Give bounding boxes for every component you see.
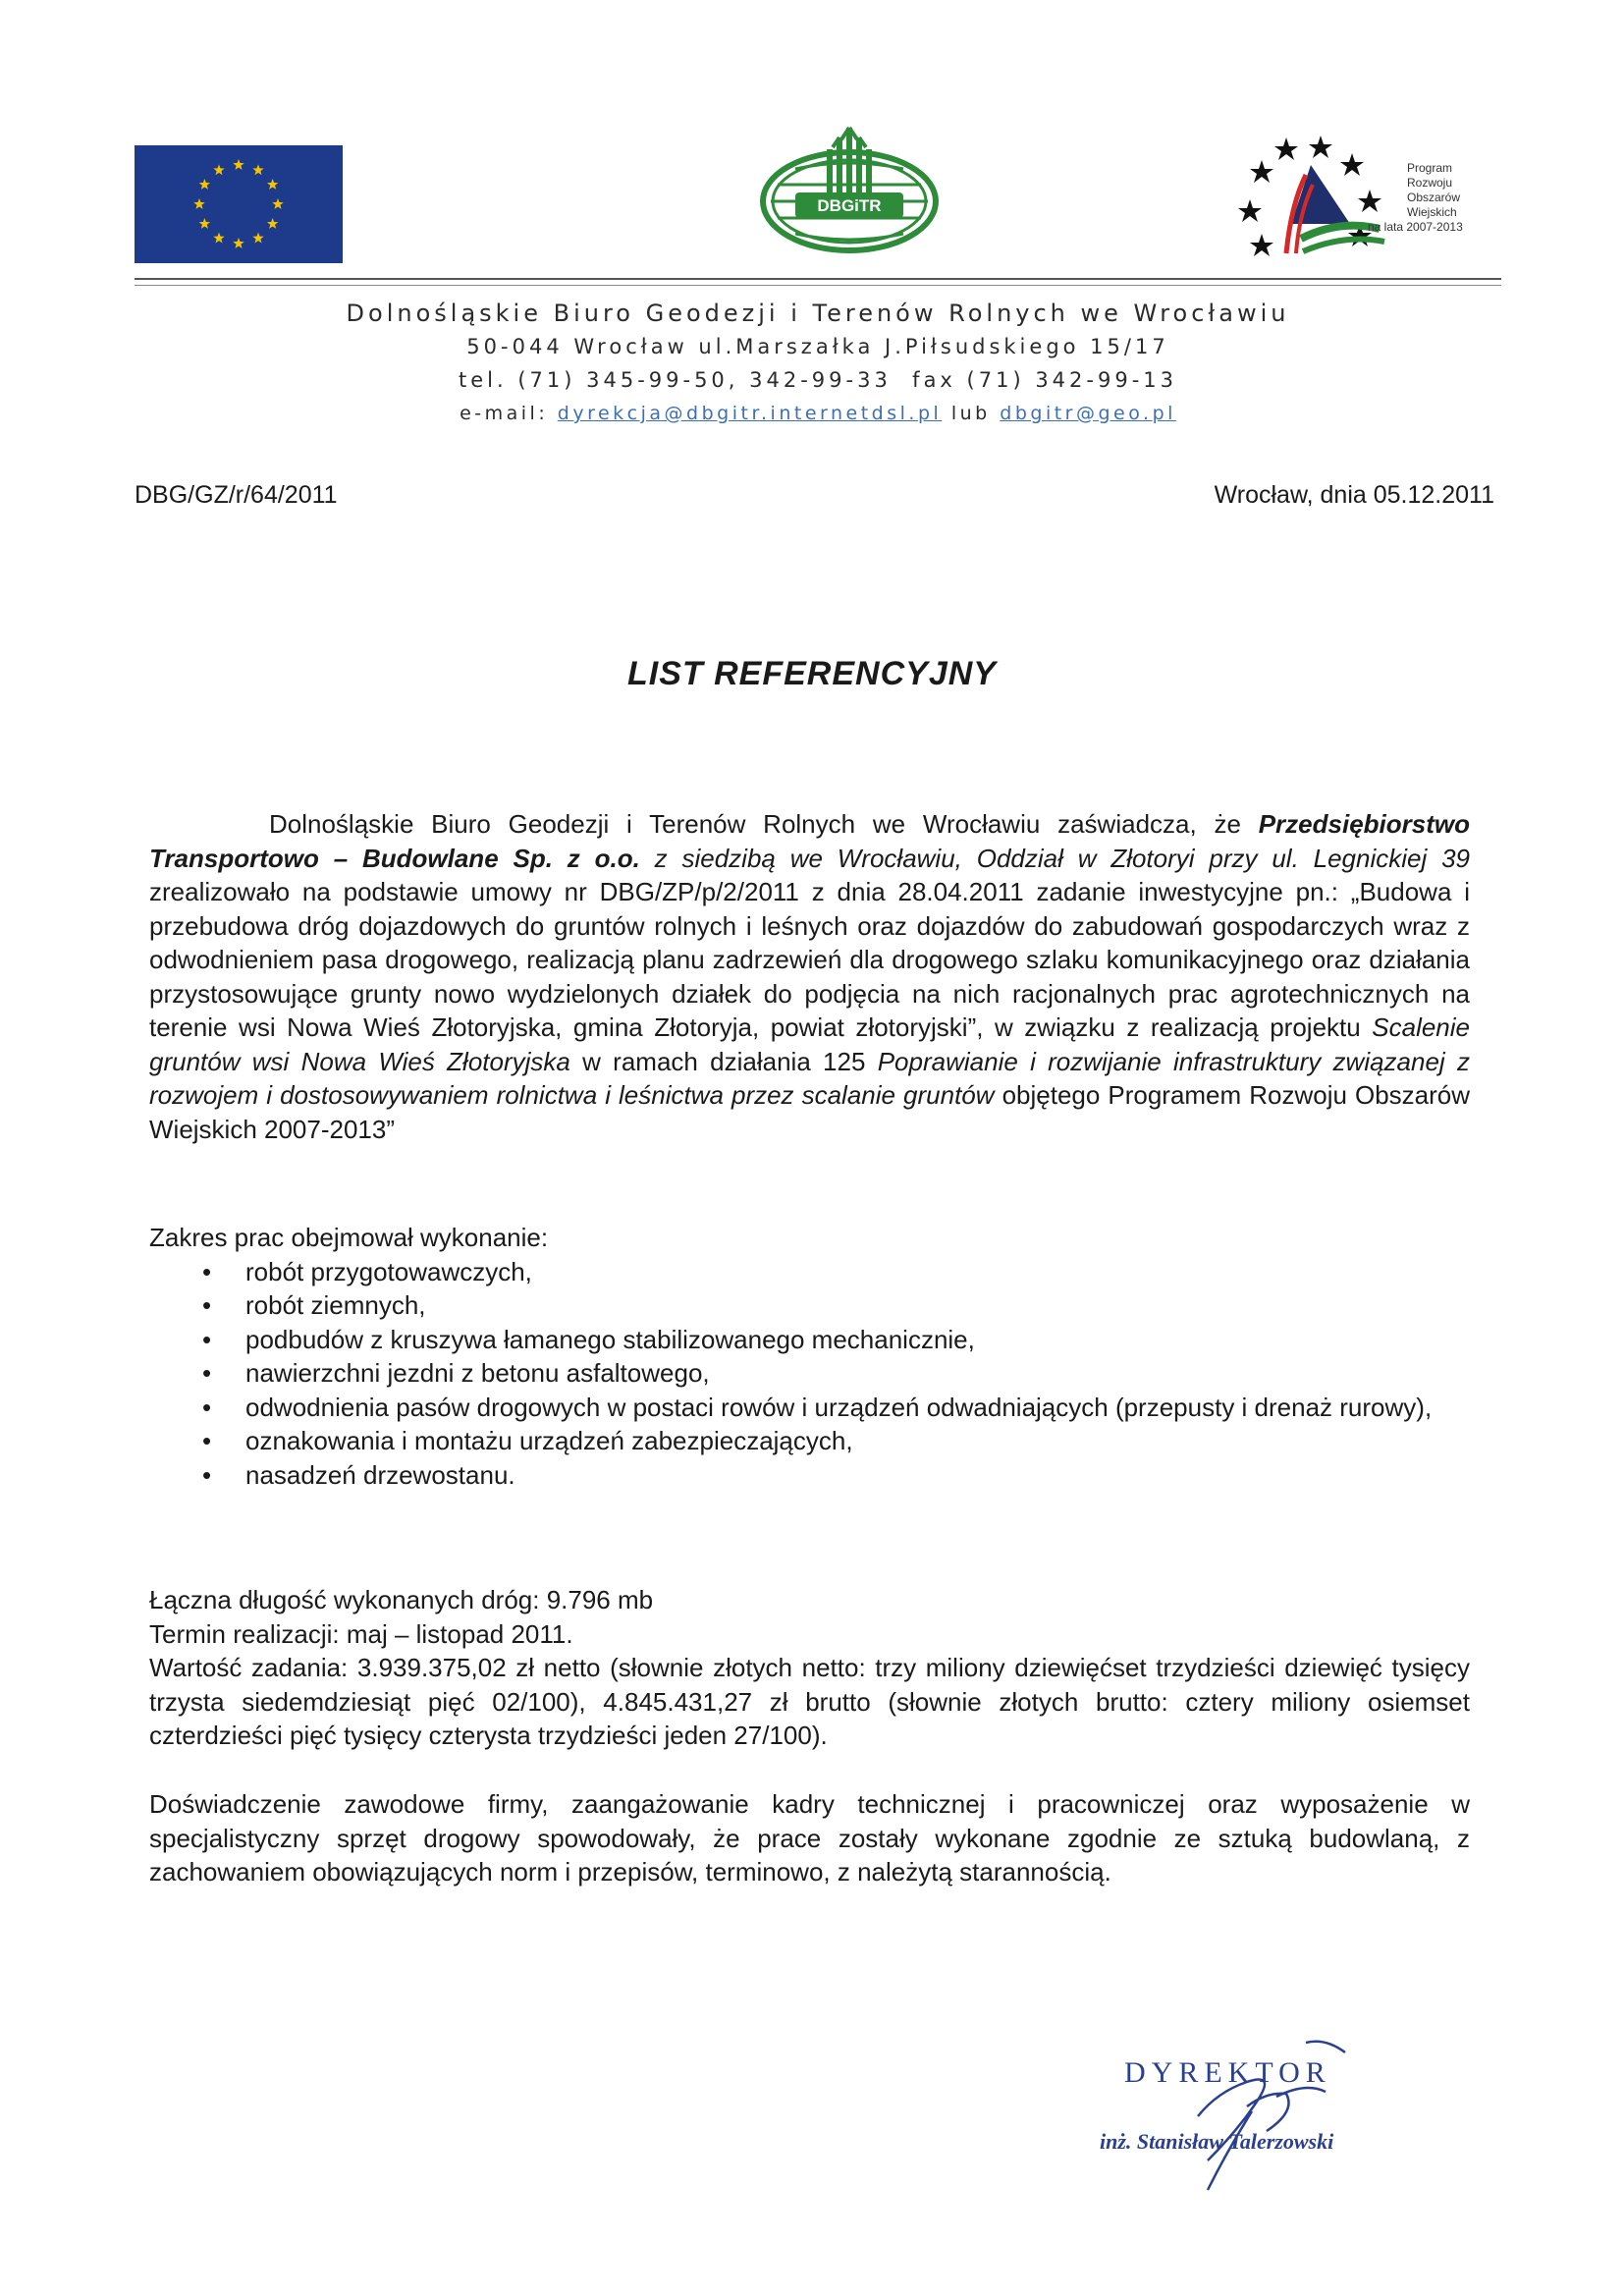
closing-paragraph: Doświadczenie zawodowe firmy, zaangażowanie kadry technicznej i pracowniczej oraz wyposażenie w specjalistyczny sprzęt drogowy spowodowały, że prace zostały wykonane zgodnie ze sztuką budowlaną, z zachowaniem obowiązujących norm i przepisów, terminowo, z należytą starannością. — [149, 1789, 1470, 1886]
list-item: • podbudów z kruszywa łamanego stabilizowanego mechanicznie, — [149, 1323, 1470, 1357]
list-item: • nasadzeń drzewostanu. — [149, 1458, 1470, 1493]
document-date: Wrocław, dnia 05.12.2011 — [1214, 481, 1494, 509]
email-link-primary[interactable]: dyrekcja@dbgitr.internetdsl.pl — [557, 403, 943, 424]
scope-of-work — [149, 1221, 1470, 1492]
institution-address: 50-044 Wrocław ul.Marszałka J.Piłsudskiego 15/17 — [466, 335, 1169, 358]
document-title: LIST REFERENCYJNY — [627, 655, 997, 692]
list-item: • nawierzchni jezdni z betonu asfaltowego, — [149, 1356, 1470, 1391]
eu-flag-logo — [135, 145, 343, 263]
scope-intro: Zakres prac obejmował wykonanie: — [149, 1223, 549, 1252]
completion-term: Termin realizacji: maj – listopad 2011. — [149, 1618, 573, 1649]
list-item: • odwodnienia pasów drogowych w postaci rowów i urządzeń odwadniających (przepusty i drenaż rurowy), — [149, 1391, 1470, 1425]
project-name: Scalenie gruntów wsi Nowa Wieś Złotoryjska — [149, 1012, 1470, 1076]
institution-phone: tel. (71) 345-99-50, 342-99-33 fax (71) 342-99-13 — [458, 368, 1177, 392]
institution-email: e-mail: dyrekcja@dbgitr.internetdsl.pl lub dbgitr@geo.pl — [460, 403, 1176, 424]
action-name: Poprawianie i rozwijanie infrastruktury związanej z rozwojem i dostosowywaniem rolnictwa i leśnictwa przez scalanie gruntów — [149, 1046, 1470, 1110]
prow-logo-text: Program Rozwoju Obszarów Wiejskich na lata 2007-2013 — [1368, 161, 1463, 234]
road-length: Łączna długość wykonanych dróg: 9.796 mb — [149, 1585, 654, 1614]
dbgitr-logo-label: DBGiTR — [817, 196, 882, 215]
signatory-role: DYREKTOR — [1124, 2056, 1331, 2089]
letterhead — [135, 297, 1501, 430]
dbgitr-logo — [756, 108, 943, 255]
list-item: • robót przygotowawczych, — [149, 1255, 1470, 1289]
header-divider-thin — [135, 285, 1501, 286]
reference-number: DBG/GZ/r/64/2011 — [135, 481, 338, 509]
project-facts — [149, 1583, 1470, 1753]
reference-paragraph: Dolnośląskie Biuro Geodezji i Terenów Rolnych we Wrocławiu zaświadcza, że Przedsiębiorstwo Transportowo – Budowlane Sp. z o.o. z siedzibą we Wrocławiu, Oddział w Złotoryi przy ul. Legnickiej 39 zrealizowało na podstawie umowy nr DBG/ZP/p/2/2011 z dnia 28.04.2011 zadanie inwestycyjne pn.: „Budowa i przebudowa dróg dojazdowych do gruntów rolnych i leśnych oraz dojazdów do zabudowań gospodarczych wraz z odwodnieniem pasa drogowego, realizacją planu zadrzewień dla drogowego szlaku komunikacyjnego oraz działania przystosowujące grunty nowo wydzielonych działek do podjęcia na nich racjonalnych prac agrotechnicznych na terenie wsi Nowa Wieś Złotoryjska, gmina Złotoryja, powiat złotoryjski”, w związku z realizacją projektu Scalenie gruntów wsi Nowa Wieś Złotoryjska w ramach działania 125 Poprawianie i rozwijanie infrastruktury związanej z rozwojem i dostosowywaniem rolnictwa i leśnictwa przez scalanie gruntów objętego Programem Rozwoju Obszarów Wiejskich 2007-2013” — [149, 809, 1471, 1144]
header-divider — [135, 278, 1501, 280]
eu-stars-icon — [135, 145, 343, 263]
handwritten-signature — [1080, 2023, 1394, 2219]
institution-name: Dolnośląskie Biuro Geodezji i Terenów Rolnych we Wrocławiu — [346, 300, 1290, 327]
contract-value: Wartość zadania: 3.939.375,02 zł netto (słownie złotych netto: trzy miliony dziewięćset trzydzieści dziewięć tysięcy trzysta siedemdziesiąt pięć 02/100), 4.845.431,27 zł brutto (słownie złotych brutto: cztery miliony osiemset czterdzieści pięć tysięcy czterysta trzydzieści jeden 27/100). — [149, 1653, 1470, 1750]
signatory-name: inż. Stanisław Talerzowski — [1100, 2129, 1334, 2154]
signature-block — [1080, 2023, 1394, 2219]
email-link-secondary[interactable]: dbgitr@geo.pl — [1000, 403, 1176, 424]
prow-logo — [1232, 126, 1488, 268]
list-item: • oznakowania i montażu urządzeń zabezpieczających, — [149, 1424, 1470, 1458]
list-item: • robót ziemnych, — [149, 1288, 1470, 1323]
scope-list — [149, 1255, 1470, 1493]
company-name: Przedsiębiorstwo Transportowo – Budowlane Sp. z o.o. — [149, 809, 1470, 873]
